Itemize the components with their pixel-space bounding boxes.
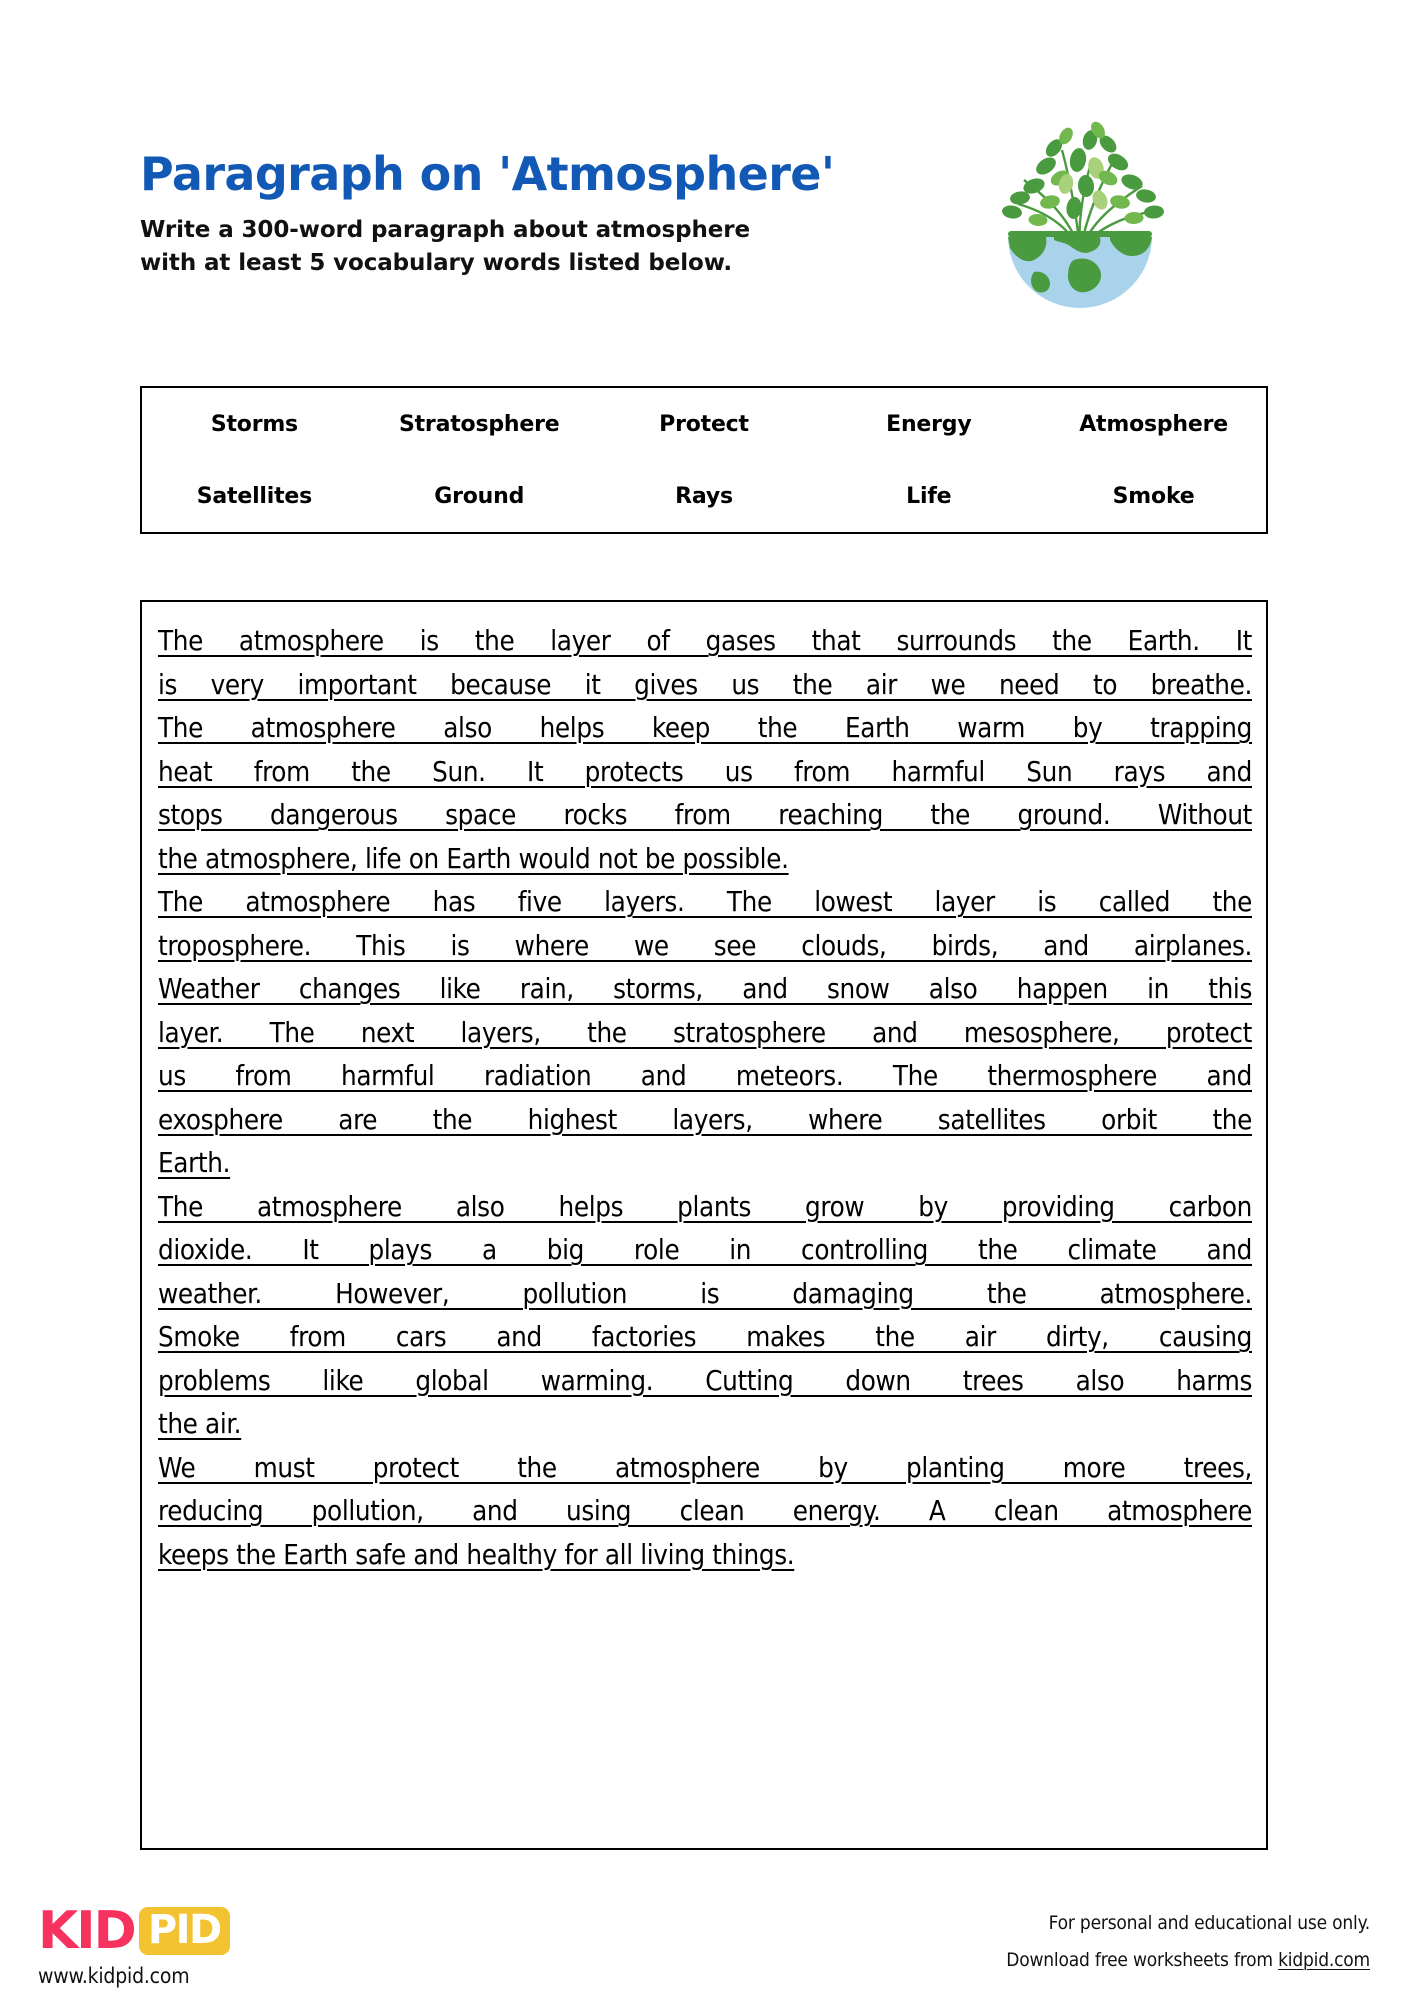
kidpid-logo [38,1900,338,1988]
answer-line: us from harmful radiation and meteors. The thermosphere and [158,1060,1252,1092]
vocabulary-word: Storms [210,411,298,437]
answer-line: exosphere are the highest layers, where satellites orbit the [158,1103,1252,1136]
answer-line: Earth. [158,1147,231,1179]
answer-text [158,620,1252,1577]
answer-line: layer. The next layers, the stratosphere and mesosphere, protect [158,1016,1252,1049]
footer-credit [1006,1905,1370,1979]
logo-pid-text: PID [147,1907,221,1953]
answer-line: dioxide. It plays a big role in controlling the climate and [158,1234,1252,1266]
answer-line: the atmosphere, life on Earth would not be possible. [158,842,789,875]
vocabulary-word: Smoke [1112,483,1195,509]
vocabulary-word: Energy [886,411,972,437]
vocabulary-word: Atmosphere [1079,411,1228,437]
worksheet-header [140,147,960,280]
credit-line-2-prefix: Download free worksheets from [1006,1949,1279,1972]
answer-line: The atmosphere is the layer of gases that surrounds the Earth. It [158,625,1252,657]
earth-with-plants-illustration [950,100,1210,320]
answer-line: keeps the Earth safe and healthy for all living things. [158,1538,795,1571]
answer-line: stops dangerous space rocks from reaching the ground. Without [158,799,1252,831]
answer-line: The atmosphere also helps keep the Earth warm by trapping [158,712,1252,744]
answer-line: weather. However, pollution is damaging the atmosphere. [158,1277,1252,1310]
instructions-line-1: Write a 300-word paragraph about atmosphere [140,217,750,244]
answer-line: the air. [158,1408,242,1440]
vocabulary-word: Rays [675,483,733,509]
vocabulary-word: Life [906,483,952,509]
credit-line-2 [1006,1942,1370,1979]
vocabulary-grid [142,388,1266,532]
answer-line: The atmosphere has five layers. The lowest layer is called the [158,886,1252,918]
kidpid-link[interactable]: kidpid.com [1278,1949,1370,1972]
logo-kid-text: KID [38,1901,135,1961]
vocabulary-word: Ground [434,483,525,509]
logo-website-url: www.kidpid.com [38,1964,190,1988]
answer-line: The atmosphere also helps plants grow by providing carbon [158,1190,1252,1223]
answer-line: We must protect the atmosphere by planting more trees, [158,1451,1252,1484]
vocabulary-word: Satellites [196,483,313,509]
answer-line: troposphere. This is where we see clouds, birds, and airplanes. [158,929,1252,962]
vocabulary-word: Protect [659,411,749,437]
credit-line-1: For personal and educational use only. [1048,1912,1370,1934]
answer-line: problems like global warming. Cutting down trees also harms [158,1364,1252,1397]
answer-line: is very important because it gives us the air we need to breathe. [158,668,1252,701]
logo-wordmark [38,1900,338,1962]
vocabulary-box [140,386,1268,534]
answer-line: Weather changes like rain, storms, and snow also happen in this [158,973,1252,1005]
vocabulary-word: Stratosphere [398,411,560,437]
answer-line: heat from the Sun. It protects us from harmful Sun rays and [158,755,1252,788]
page-title: Paragraph on 'Atmosphere' [140,147,835,201]
answer-line: Smoke from cars and factories makes the air dirty, causing [158,1321,1252,1353]
answer-line: reducing pollution, and using clean energy. A clean atmosphere [158,1495,1252,1527]
logo-pid-badge [139,1907,230,1955]
instructions [140,214,960,279]
answer-box[interactable] [140,600,1268,1850]
instructions-line-2: with at least 5 vocabulary words listed below. [140,249,733,276]
